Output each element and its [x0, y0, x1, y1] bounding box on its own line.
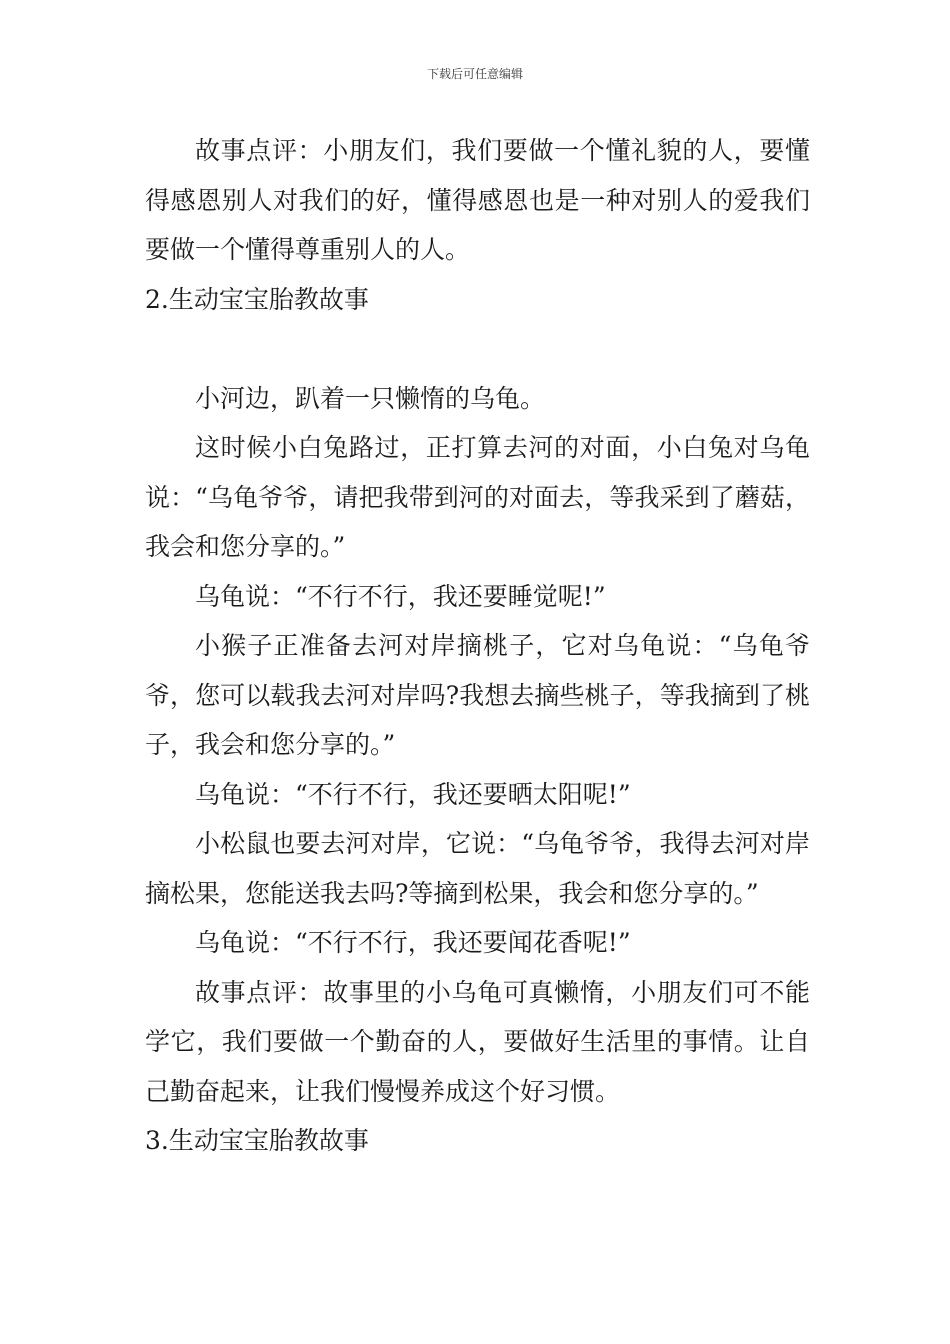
paragraph-story-intro: 小河边，趴着一只懒惰的乌龟。 [195, 383, 546, 413]
blank-line [145, 324, 810, 374]
paragraph-rabbit: 这时候小白兔路过，正打算去河的对面，小白兔对乌龟说：“乌龟爷爷，请把我带到河的对面去，等我采到了蘑菇，我会和您分享的。” [145, 433, 810, 561]
paragraph-turtle-reply-3: 乌龟说：“不行不行，我还要闻花香呢!” [195, 928, 631, 957]
paragraph-review-1: 故事点评：小朋友们，我们要做一个懂礼貌的人，要懂得感恩别人对我们的好，懂得感恩也是一种对别人的爱我们要做一个懂得尊重别人的人。 [145, 136, 810, 264]
paragraph-review-2: 故事点评：故事里的小乌龟可真懒惰，小朋友们可不能学它，我们要做一个勤奋的人，要做好生活里的事情。让自己勤奋起来，让我们慢慢养成这个好习惯。 [145, 977, 810, 1106]
paragraph-monkey: 小猴子正准备去河对岸摘桃子，它对乌龟说：“乌龟爷爷，您可以载我去河对岸吗?我想去摘些桃子，等我摘到了桃子，我会和您分享的。” [145, 631, 810, 759]
section-heading-2: 2.生动宝宝胎教故事 [145, 284, 369, 314]
document-body [145, 126, 810, 1166]
paragraph-turtle-reply-1: 乌龟说：“不行不行，我还要睡觉呢!” [195, 581, 606, 611]
page-header: 下载后可任意编辑 [426, 67, 523, 81]
paragraph-squirrel: 小松鼠也要去河对岸，它说：“乌龟爷爷，我得去河对岸摘松果，您能送我去吗?等摘到松果，我会和您分享的。” [145, 829, 810, 908]
section-heading-3: 3.生动宝宝胎教故事 [145, 1126, 369, 1155]
paragraph-turtle-reply-2: 乌龟说：“不行不行，我还要晒太阳呢!” [195, 779, 631, 809]
